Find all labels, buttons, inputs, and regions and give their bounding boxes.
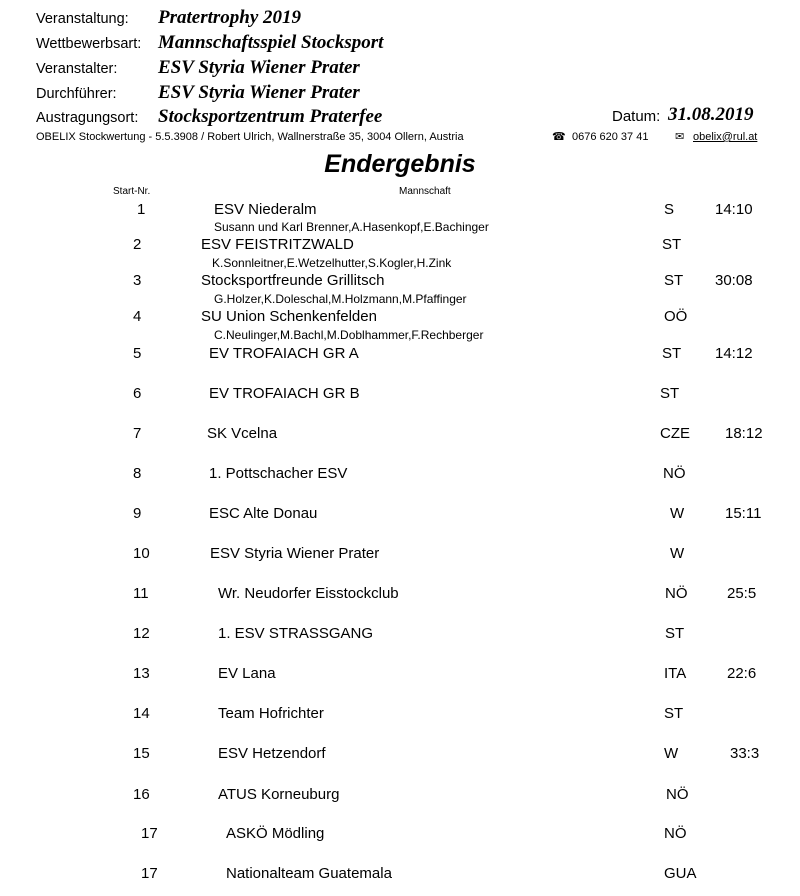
table-row	[0, 236, 800, 256]
table-row	[0, 625, 800, 645]
region: OÖ	[664, 308, 688, 325]
team-name: 1. ESV STRASSGANG	[218, 625, 374, 642]
region: ST	[662, 345, 682, 362]
start-nr: 5	[133, 345, 142, 362]
page-title: Endergebnis	[324, 150, 476, 178]
table-row	[0, 201, 800, 221]
column-header-start-nr: Start-Nr.	[113, 186, 151, 197]
value-durchfuehrer: ESV Styria Wiener Prater	[158, 82, 360, 103]
team-name: ESV Niederalm	[214, 201, 317, 218]
region: S	[664, 201, 675, 218]
start-nr: 6	[133, 385, 142, 402]
region: GUA	[664, 865, 697, 882]
team-name: EV TROFAIACH GR A	[209, 345, 359, 362]
envelope-icon: ✉	[675, 131, 685, 143]
score: 15:11	[725, 505, 762, 522]
start-nr: 15	[133, 745, 150, 762]
region: ITA	[664, 665, 687, 682]
team-name: SK Vcelna	[207, 425, 278, 442]
team-name: Nationalteam Guatemala	[226, 865, 392, 882]
telephone-icon: ☎	[552, 131, 566, 143]
label-wettbewerbsart: Wettbewerbsart:	[36, 36, 142, 52]
table-row	[0, 705, 800, 725]
score: 25:5	[727, 585, 757, 602]
region: ST	[660, 385, 680, 402]
table-row	[0, 745, 800, 765]
datum-value: 31.08.2019	[668, 104, 754, 125]
region: ST	[664, 705, 684, 722]
team-name: 1. Pottschacher ESV	[209, 465, 348, 482]
label-austragungsort: Austragungsort:	[36, 110, 139, 126]
table-row	[0, 385, 800, 405]
score: 14:10	[715, 201, 753, 218]
table-row	[0, 825, 800, 845]
team-name: ESV FEISTRITZWALD	[201, 236, 354, 253]
team-name: ESV Styria Wiener Prater	[210, 545, 380, 562]
table-row	[0, 865, 800, 885]
table-row	[0, 272, 800, 292]
start-nr: 10	[133, 545, 150, 562]
start-nr: 14	[133, 705, 150, 722]
team-members: G.Holzer,K.Doleschal,M.Holzmann,M.Pfaffinger	[214, 292, 467, 306]
team-name: EV Lana	[218, 665, 276, 682]
phone-number: 0676 620 37 41	[572, 131, 649, 143]
start-nr: 17	[141, 865, 158, 882]
region: NÖ	[664, 825, 687, 842]
value-veranstalter: ESV Styria Wiener Prater	[158, 57, 360, 78]
value-austragungsort: Stocksportzentrum Praterfee	[158, 106, 383, 127]
team-members: C.Neulinger,M.Bachl,M.Doblhammer,F.Rechberger	[214, 328, 484, 342]
score: 30:08	[715, 272, 753, 289]
value-veranstaltung: Pratertrophy 2019	[158, 7, 302, 28]
table-row	[0, 505, 800, 525]
team-name: ESV Hetzendorf	[218, 745, 326, 762]
start-nr: 7	[133, 425, 142, 442]
start-nr: 8	[133, 465, 142, 482]
region: W	[670, 545, 685, 562]
region: ST	[662, 236, 682, 253]
column-header-team: Mannschaft	[399, 186, 451, 197]
start-nr: 11	[133, 585, 149, 602]
label-veranstaltung: Veranstaltung:	[36, 11, 129, 27]
score: 14:12	[715, 345, 753, 362]
software-info: OBELIX Stockwertung - 5.5.3908 / Robert Ulrich, Wallnerstraße 35, 3004 Ollern, Austria	[36, 131, 464, 143]
team-name: EV TROFAIACH GR B	[209, 385, 360, 402]
table-row	[0, 345, 800, 365]
start-nr: 16	[133, 786, 150, 803]
team-name: SU Union Schenkenfelden	[201, 308, 377, 325]
start-nr: 12	[133, 625, 150, 642]
datum-label: Datum:	[612, 108, 661, 125]
email-link[interactable]: obelix@rul.at	[693, 131, 758, 143]
table-row	[0, 786, 800, 806]
region: W	[664, 745, 679, 762]
team-members: Susann und Karl Brenner,A.Hasenkopf,E.Bachinger	[214, 220, 489, 234]
region: W	[670, 505, 685, 522]
team-name: Wr. Neudorfer Eisstockclub	[218, 585, 399, 602]
table-row	[0, 308, 800, 328]
region: NÖ	[665, 585, 688, 602]
region: NÖ	[663, 465, 686, 482]
region: ST	[665, 625, 685, 642]
region: ST	[664, 272, 684, 289]
score: 33:3	[730, 745, 760, 762]
start-nr: 13	[133, 665, 150, 682]
start-nr: 2	[133, 236, 142, 253]
table-row	[0, 425, 800, 445]
team-name: Stocksportfreunde Grillitsch	[201, 272, 385, 289]
value-wettbewerbsart: Mannschaftsspiel Stocksport	[158, 32, 384, 53]
table-row	[0, 585, 800, 605]
score: 18:12	[725, 425, 763, 442]
table-row	[0, 465, 800, 485]
start-nr: 1	[137, 201, 146, 218]
team-name: ATUS Korneuburg	[218, 786, 340, 803]
label-veranstalter: Veranstalter:	[36, 61, 118, 77]
team-members: K.Sonnleitner,E.Wetzelhutter,S.Kogler,H.Zink	[212, 256, 452, 270]
table-row	[0, 665, 800, 685]
team-name: ESC Alte Donau	[209, 505, 318, 522]
start-nr: 17	[141, 825, 158, 842]
team-name: ASKÖ Mödling	[226, 825, 325, 842]
region: CZE	[660, 425, 690, 442]
label-durchfuehrer: Durchführer:	[36, 86, 117, 102]
start-nr: 4	[133, 308, 142, 325]
start-nr: 3	[133, 272, 142, 289]
region: NÖ	[666, 786, 689, 803]
table-row	[0, 545, 800, 565]
score: 22:6	[727, 665, 757, 682]
start-nr: 9	[133, 505, 142, 522]
team-name: Team Hofrichter	[218, 705, 324, 722]
